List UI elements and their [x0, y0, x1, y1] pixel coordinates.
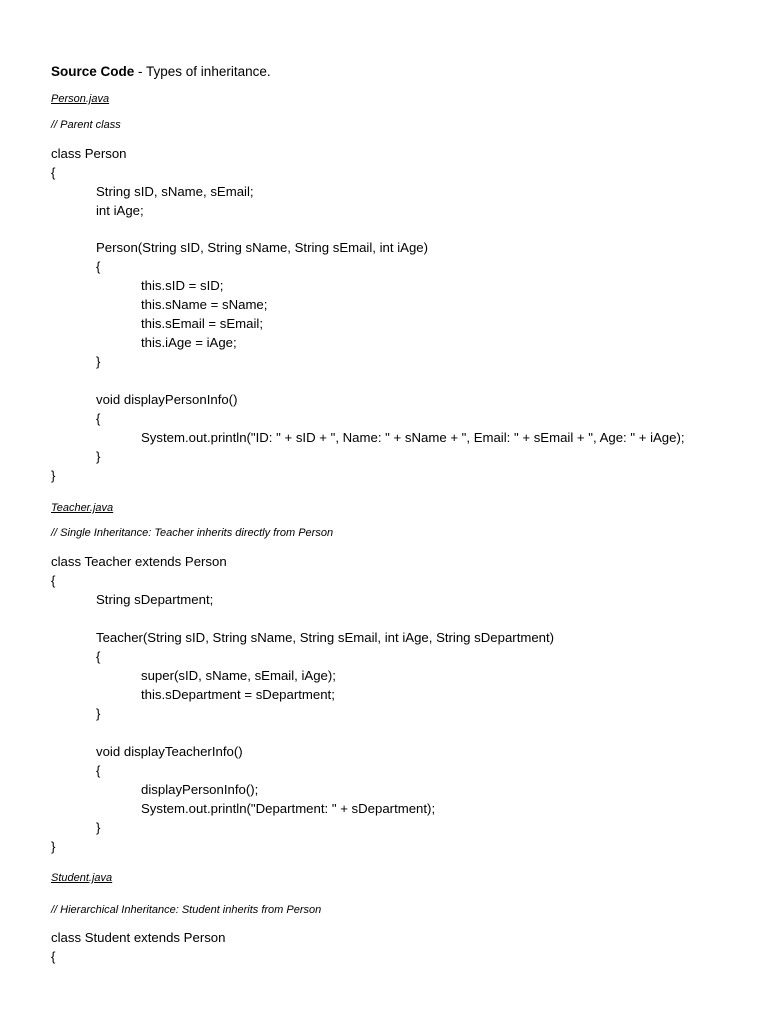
code-line: class Student extends Person: [51, 930, 226, 945]
heading-rest: - Types of inheritance.: [134, 64, 271, 79]
code-line: }: [96, 354, 101, 369]
code-line: int iAge;: [96, 203, 144, 218]
code-line: {: [96, 259, 101, 274]
code-line: {: [51, 165, 56, 180]
code-line: this.sDepartment = sDepartment;: [141, 687, 335, 702]
code-line: Teacher(String sID, String sName, String sEmail, int iAge, String sDepartment): [96, 630, 555, 645]
file-name-student: Student.java: [51, 872, 113, 884]
code-comment-teacher: // Single Inheritance: Teacher inherits directly from Person: [51, 527, 334, 539]
code-line: }: [51, 468, 56, 483]
code-comment-person: // Parent class: [51, 119, 121, 131]
code-line: this.sEmail = sEmail;: [141, 316, 264, 331]
code-line: this.sID = sID;: [141, 278, 224, 293]
code-line: String sDepartment;: [96, 592, 214, 607]
code-line: void displayTeacherInfo(): [96, 744, 243, 759]
code-line: }: [51, 839, 56, 854]
code-line: this.sName = sName;: [141, 297, 268, 312]
file-name-person: Person.java: [51, 93, 110, 105]
code-line: System.out.println("ID: " + sID + ", Name: " + sName + ", Email: " + sEmail + ", Age: " + iAge);: [141, 430, 685, 445]
code-line: {: [96, 763, 101, 778]
code-line: displayPersonInfo();: [141, 782, 259, 797]
code-line: }: [96, 820, 101, 835]
code-line: {: [96, 649, 101, 664]
code-line: }: [96, 706, 101, 721]
file-name-teacher: Teacher.java: [51, 502, 114, 514]
code-line: class Teacher extends Person: [51, 554, 227, 569]
code-line: System.out.println("Department: " + sDepartment);: [141, 801, 436, 816]
code-line: Person(String sID, String sName, String sEmail, int iAge): [96, 240, 428, 255]
code-line: {: [51, 573, 56, 588]
document-heading: [51, 62, 271, 81]
code-line: class Person: [51, 146, 127, 161]
code-line: String sID, sName, sEmail;: [96, 184, 254, 199]
code-line: {: [96, 411, 101, 426]
code-line: {: [51, 949, 56, 964]
code-line: this.iAge = iAge;: [141, 335, 237, 350]
heading-bold: Source Code: [51, 64, 135, 79]
code-line: super(sID, sName, sEmail, iAge);: [141, 668, 336, 683]
code-comment-student: // Hierarchical Inheritance: Student inherits from Person: [51, 904, 322, 916]
code-line: }: [96, 449, 101, 464]
code-line: void displayPersonInfo(): [96, 392, 238, 407]
